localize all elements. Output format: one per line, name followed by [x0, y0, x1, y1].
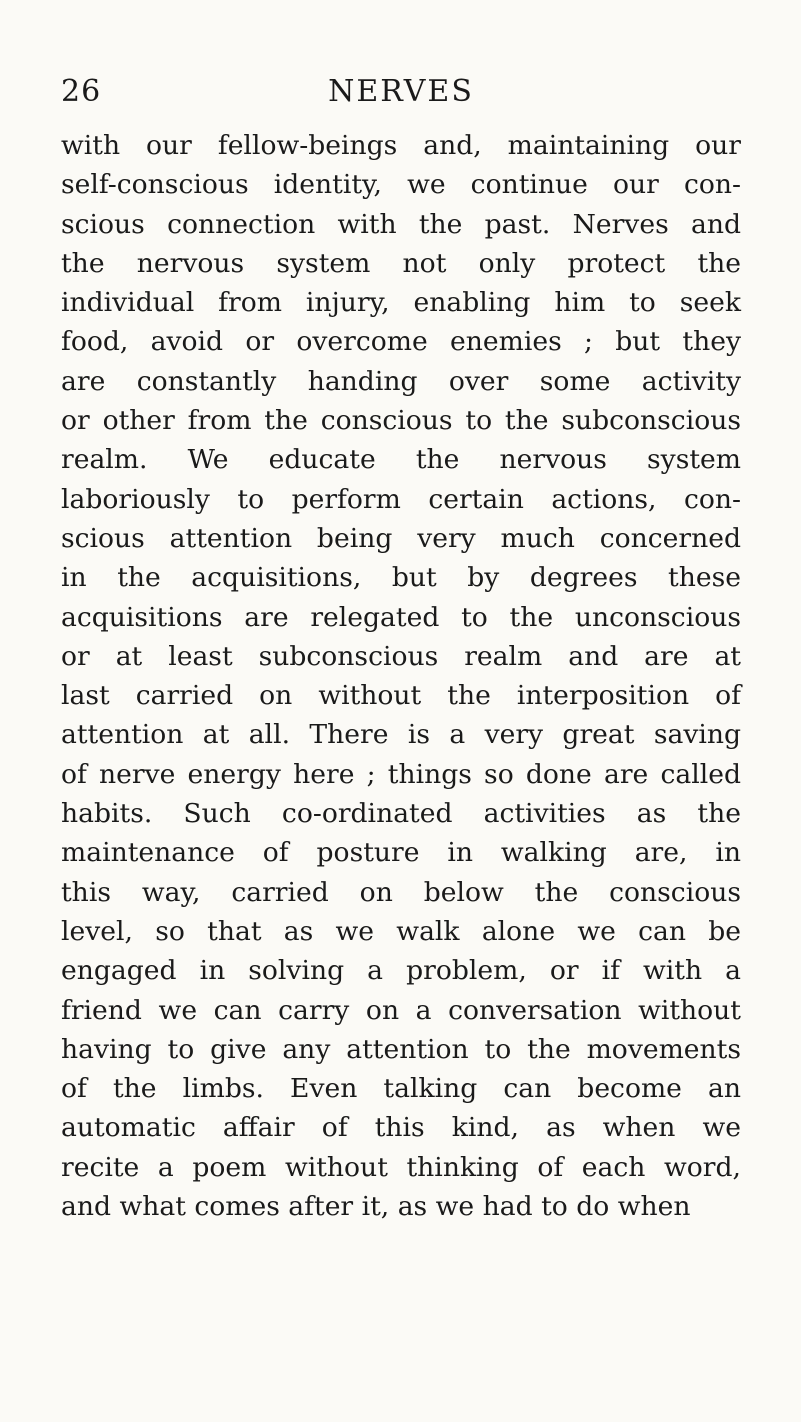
text-line: self-conscious identity, we continue our con-	[61, 169, 741, 201]
body-text	[61, 126, 741, 1226]
text-line: food, avoid or overcome enemies ; but they	[61, 326, 741, 358]
text-line: with our fellow-beings and, maintaining our	[61, 130, 741, 161]
text-line: or other from the conscious to the subconscious	[61, 405, 741, 437]
text-line: attention at all. There is a very great saving	[61, 719, 741, 751]
text-line: engaged in solving a problem, or if with a	[61, 955, 741, 987]
text-line: acquisitions are relegated to the unconscious	[61, 601, 741, 633]
text-line: and what comes after it, as we had to do when	[61, 1191, 691, 1223]
text-line: having to give any attention to the movements	[61, 1033, 741, 1065]
text-line: this way, carried on below the conscious	[61, 876, 741, 908]
text-line: scious connection with the past. Nerves and	[61, 208, 741, 240]
text-line: are constantly handing over some activity	[61, 365, 741, 397]
text-line: maintenance of posture in walking are, in	[61, 837, 741, 869]
text-line: the nervous system not only protect the	[61, 247, 741, 279]
text-line: laboriously to perform certain actions, con-	[61, 483, 741, 515]
text-line: of the limbs. Even talking can become an	[61, 1073, 741, 1105]
text-line: scious attention being very much concerned	[61, 522, 741, 554]
text-line: individual from injury, enabling him to seek	[61, 287, 741, 319]
text-line: in the acquisitions, but by degrees these	[61, 562, 741, 594]
text-line: of nerve energy here ; things so done are called	[61, 758, 741, 790]
text-line: realm. We educate the nervous system	[61, 444, 741, 476]
text-line: or at least subconscious realm and are at	[61, 640, 741, 672]
text-line: automatic affair of this kind, as when we	[61, 1112, 741, 1144]
text-line: friend we can carry on a conversation without	[61, 994, 741, 1026]
text-line: level, so that as we walk alone we can be	[61, 915, 741, 947]
text-line: recite a poem without thinking of each word,	[61, 1151, 741, 1183]
text-line: last carried on without the interposition of	[61, 680, 741, 712]
running-head: NERVES	[328, 74, 474, 109]
page-number: 26	[61, 74, 102, 109]
page-header	[61, 70, 741, 114]
text-line: habits. Such co-ordinated activities as the	[61, 798, 741, 830]
